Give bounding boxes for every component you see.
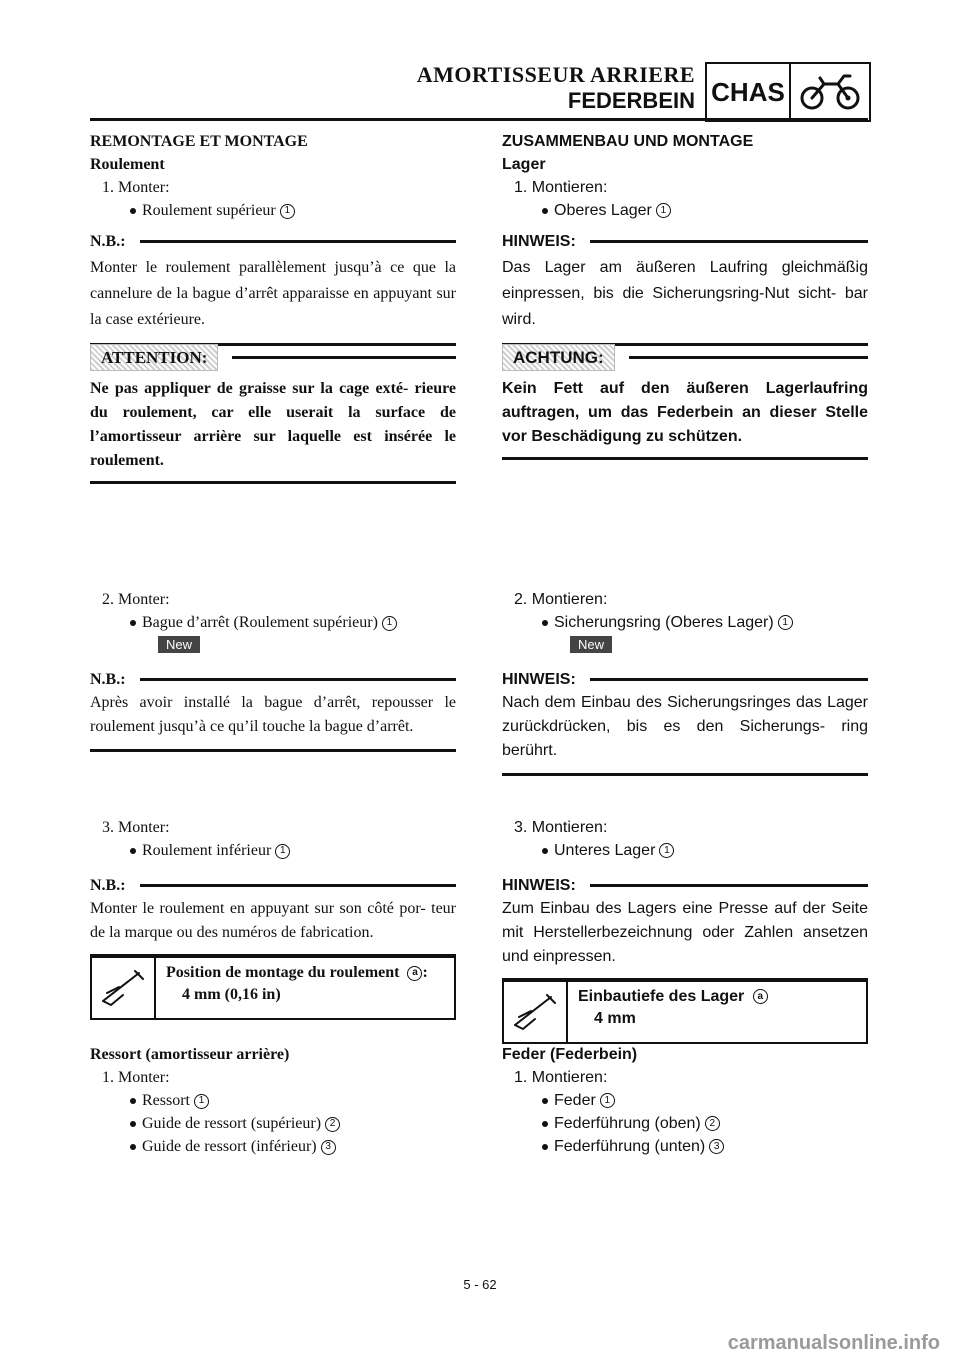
de-step1-item: Oberes Lager 1 [502,199,868,222]
chassis-badge [705,62,871,122]
fr-section-bearing-top [90,130,456,346]
de-warn-header [502,344,868,371]
de-spring-title: Feder (Federbein) [502,1046,638,1063]
header-rule [90,118,868,121]
de-step2: 2. Montieren: [514,591,608,608]
de-step3: 3. Montieren: [514,819,608,836]
fr-step1: 1. Monter: [102,179,170,196]
fr-spring-item: Ressort 1 [90,1089,456,1112]
fr-nb2-rule [90,749,456,752]
fr-spec-value: 4 mm (0,16 in) [182,986,281,1003]
de-warn-text: Kein Fett auf den äußeren Lagerlaufring auftragen, um das Federbein an dieser Stelle vor Beschädigung zu schützen. [502,380,868,445]
de-new-tag: New [570,636,612,653]
fr-nb3-label: N.B.: [90,874,456,897]
fr-spring-title: Ressort (amortisseur arrière) [90,1046,290,1063]
de-step3-block [502,816,868,982]
fr-sub-bearing: Roulement [90,156,165,173]
fr-warn-label: ATTENTION: [90,344,218,371]
de-nb2-rule [502,773,868,776]
header-title-de: FEDERBEIN [567,88,695,113]
de-spec-label: Einbautiefe des Lager a [578,986,768,1008]
fr-step2-block [90,588,456,752]
fr-nb2-label: N.B.: [90,668,456,691]
de-spring-item: Federführung (unten) 3 [502,1135,868,1158]
fr-warning [90,344,456,484]
fr-step1-item: Roulement supérieur 1 [90,199,456,222]
de-sub-bearing: Lager [502,156,546,173]
fr-step2: 2. Monter: [102,591,170,608]
fr-nb1-text: Monter le roulement parallèlement jusqu’à ce que la cannelure de la bague d’arrêt apparaisse en appuyant sur la case extérieure. [90,259,456,328]
de-spec-value: 4 mm [594,1010,636,1027]
de-section-title: ZUSAMMENBAU UND MONTAGE [502,133,754,150]
de-step2-item: Sicherungsring (Oberes Lager) 1 [502,611,868,634]
de-nb3-text: Zum Einbau des Lagers eine Presse auf der Seite mit Herstellerbezeichnung oder Zahlen ansetzen und einpressen. [502,900,868,965]
de-step3-item: Unteres Lager 1 [502,839,868,862]
motorcycle-icon [791,64,869,120]
fr-nb1-label: N.B.: [90,230,456,253]
fr-spec-box [90,954,456,1020]
de-spring-step: 1. Montieren: [514,1069,608,1086]
caliper-icon [92,956,156,1018]
fr-spring-item: Guide de ressort (inférieur) 3 [90,1135,456,1158]
fr-warn-header [90,344,456,371]
watermark: carmanualsonline.info [727,1332,940,1354]
fr-new-tag: New [158,636,200,653]
fr-step3: 3. Monter: [102,819,170,836]
de-nb1-text: Das Lager am äußeren Laufring gleichmäßig einpressen, bis die Sicherungsring-Nut sicht- bar wird. [502,259,868,328]
de-spring-item: Feder 1 [502,1089,868,1112]
page-number: 5 - 62 [463,1277,497,1292]
de-step2-block [502,588,868,776]
de-warning [502,344,868,460]
de-nb2-text: Nach dem Einbau des Sicherungsringes das Lager zurückdrücken, bis es den Sicherungs- ring berührt. [502,694,868,759]
fr-step2-item: Bague d’arrêt (Roulement supérieur) 1 [90,611,456,634]
fr-step3-block [90,816,456,958]
de-spec-box [502,978,868,1044]
fr-spec-label: Position de montage du roulement a : [166,964,428,981]
de-nb1-label: HINWEIS: [502,230,868,253]
de-warn-label: ACHTUNG: [502,344,615,371]
de-section-bearing-top [502,130,868,346]
caliper-icon [504,980,568,1042]
fr-section-title: REMONTAGE ET MONTAGE [90,133,308,150]
fr-nb2-text: Après avoir installé la bague d’arrêt, repousser le roulement jusqu’à ce qu’il touche la bague d’arrêt. [90,694,456,735]
fr-spring-step: 1. Monter: [102,1069,170,1086]
fr-spring-block [90,1043,456,1158]
de-step1: 1. Montieren: [514,179,608,196]
de-spring-item: Federführung (oben) 2 [502,1112,868,1135]
de-nb2-label: HINWEIS: [502,668,868,691]
fr-step3-item: Roulement inférieur 1 [90,839,456,862]
fr-warn-rule [90,481,456,484]
chassis-badge-label: CHAS [707,64,791,120]
header-title-fr: AMORTISSEUR ARRIERE [416,62,695,87]
fr-nb3-text: Monter le roulement en appuyant sur son côté por- teur de la marque ou des numéros de fabrication. [90,900,456,941]
fr-spring-item: Guide de ressort (supérieur) 2 [90,1112,456,1135]
fr-warn-text: Ne pas appliquer de graisse sur la cage exté- rieure du roulement, car elle userait la surface de l’amortisseur arrière sur laquelle est insérée le roulement. [90,380,456,469]
de-warn-rule [502,457,868,460]
de-spring-block [502,1043,868,1158]
de-nb3-label: HINWEIS: [502,874,868,897]
